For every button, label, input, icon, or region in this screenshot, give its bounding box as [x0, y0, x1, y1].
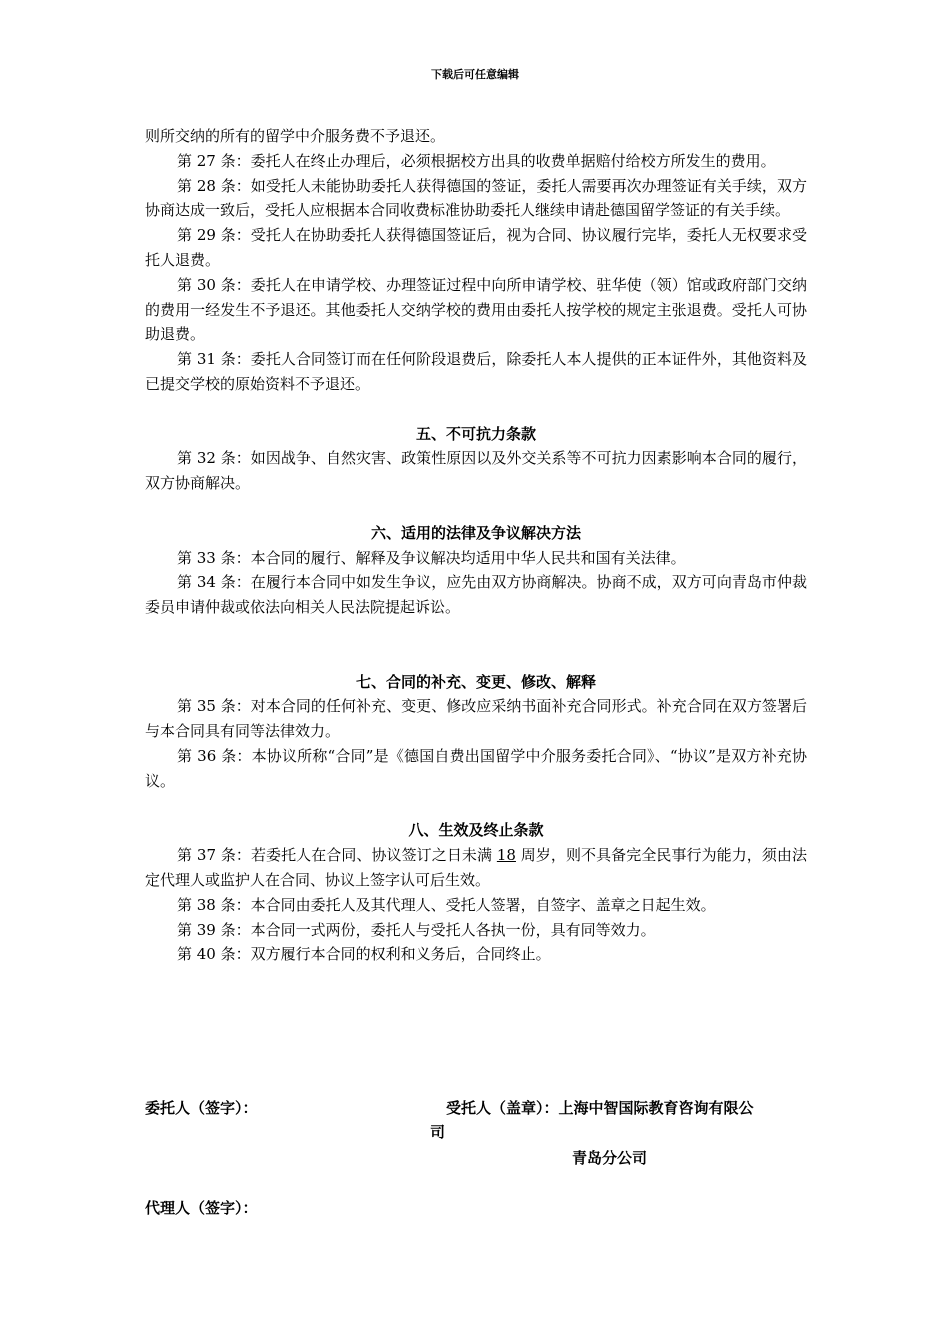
article-37-post: 周岁，则不具备完全民事行为能力，须由法定代理人或监护人在合同、协议上签字认可后生效。	[145, 846, 807, 889]
section-5-heading: 五、不可抗力条款	[415, 424, 536, 443]
article-37-age: 18	[496, 846, 516, 865]
agent-seal-label: 受托人（盖章）：上海中智国际教育咨询有限公	[446, 1099, 754, 1117]
article-28: 第 28 条：如受托人未能协助委托人获得德国的签证，委托人需要再次办理签证有关手续，双方协商达成一致后，受托人应根据本合同收费标准协助委托人继续申请赴德国留学签证的有关手续。	[145, 176, 807, 220]
agent-seal-label-cont: 司	[430, 1123, 446, 1141]
contract-body	[145, 124, 807, 967]
article-37-pre: 第 37 条：若委托人在合同、协议签订之日未满	[177, 846, 497, 865]
section-8-heading: 八、生效及终止条款	[408, 821, 544, 840]
section-7-heading: 七、合同的补充、变更、修改、解释	[355, 672, 596, 691]
article-33: 第 33 条：本合同的履行、解释及争议解决均适用中华人民共和国有关法律。	[177, 548, 686, 567]
branch-name: 青岛分公司	[572, 1149, 648, 1167]
article-31: 第 31 条：委托人合同签订而在任何阶段退费后，除委托人本人提供的正本证件外，其他资料及已提交学校的原始资料不予退还。	[145, 350, 807, 393]
article-36: 第 36 条：本协议所称“合同”是《德国自费出国留学中介服务委托合同》、“协议”是双方补充协议。	[145, 746, 807, 790]
article-30: 第 30 条：委托人在申请学校、办理签证过程中向所申请学校、驻华使（领）馆或政府部门交纳的费用一经发生不予退还。其他委托人交纳学校的费用由委托人按学校的规定主张退费。受托人可协助退费。	[145, 275, 807, 344]
article-27: 第 27 条：委托人在终止办理后，必须根据校方出具的收费单据赔付给校方所发生的费用。	[177, 151, 776, 170]
proxy-signature-label: 代理人（签字）：	[145, 1199, 258, 1217]
article-39: 第 39 条：本合同一式两份，委托人与受托人各执一份，具有同等效力。	[177, 920, 656, 939]
intro-line: 则所交纳的所有的留学中介服务费不予退还。	[145, 127, 446, 145]
article-35: 第 35 条：对本合同的任何补充、变更、修改应采纳书面补充合同形式。补充合同在双方签署后与本合同具有同等法律效力。	[145, 697, 807, 741]
article-38: 第 38 条：本合同由委托人及其代理人、受托人签署，自签字、盖章之日起生效。	[177, 895, 716, 914]
section-6-heading: 六、适用的法律及争议解决方法	[370, 523, 581, 542]
article-29: 第 29 条：受托人在协助委托人获得德国签证后，视为合同、协议履行完毕，委托人无权要求受托人退费。	[145, 226, 807, 269]
article-34: 第 34 条：在履行本合同中如发生争议，应先由双方协商解决。协商不成，双方可向青岛市仲裁委员申请仲裁或依法向相关人民法院提起诉讼。	[145, 573, 807, 617]
article-32: 第 32 条：如因战争、自然灾害、政策性原因以及外交关系等不可抗力因素影响本合同的履行，双方协商解决。	[145, 449, 807, 493]
article-40: 第 40 条：双方履行本合同的权利和义务后，合同终止。	[177, 945, 551, 964]
article-37	[145, 843, 807, 893]
client-signature-label: 委托人（签字）：	[145, 1099, 258, 1117]
page-header: 下载后可任意编辑	[431, 68, 519, 81]
